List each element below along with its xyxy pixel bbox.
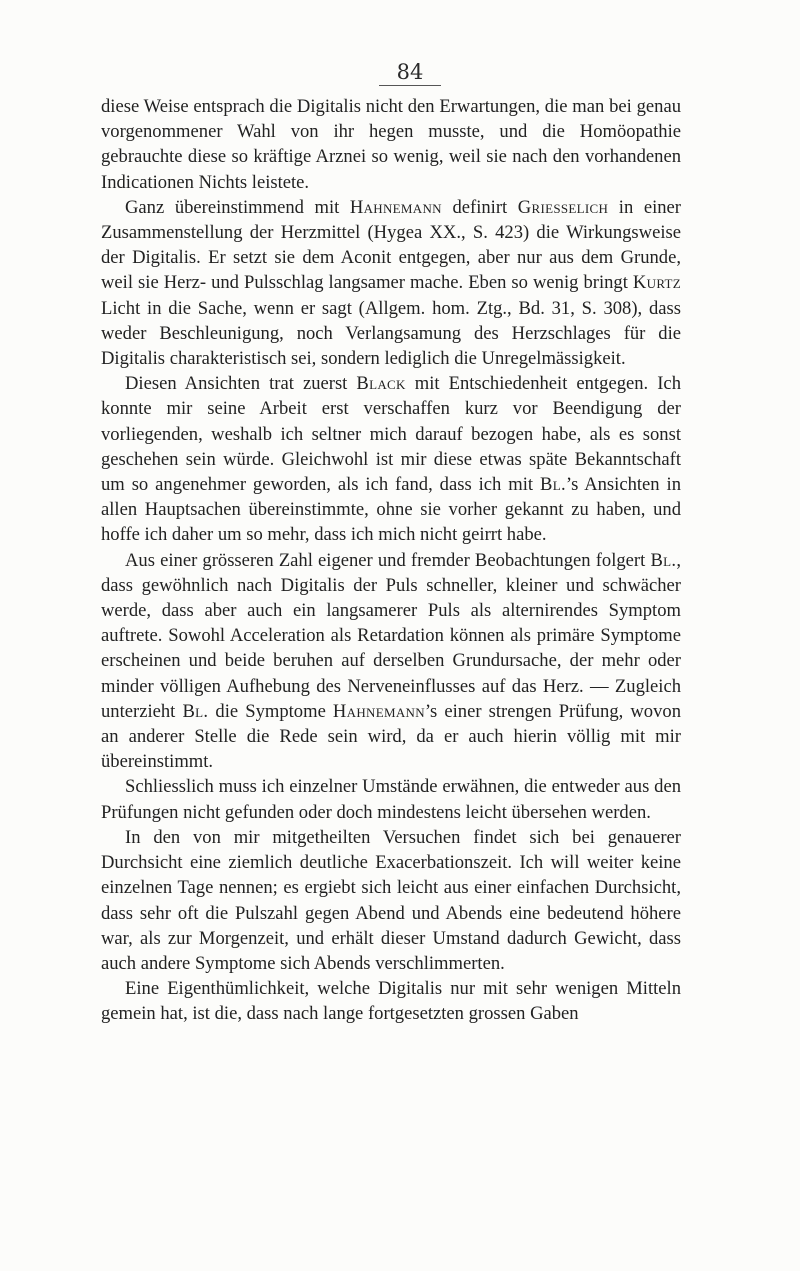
paragraph: [101, 371, 681, 547]
author-name: Hahnemann: [332, 700, 425, 722]
author-name: Kurtz: [632, 272, 681, 294]
paragraph: [101, 976, 681, 1026]
text-segment: ’s einer strengen Prüfung, wovon an anderer Stelle die Rede sein wird, da er auch hierin völlig mit mir übereinstimmt.: [101, 700, 681, 773]
text-segment: mit Entschiedenheit entgegen. Ich konnte mir seine Arbeit erst verschaffen kurz vor Beendigung der vorliegenden, weshalb ich seltner mich darauf bezogen habe, als es sonst geschehen sein würde. Gleichwohl ist mir diese etwas späte Bekanntschaft um so angenehmer geworden, als ich fand, dass ich mit: [101, 373, 681, 496]
text-segment: Ganz übereinstimmend mit: [125, 196, 350, 218]
author-name: Hahnemann: [349, 196, 442, 218]
text-segment: Licht in die Sache, wenn er sagt (Allgem. hom. Ztg., Bd. 31, S. 308), dass weder Beschleunigung, noch Verlangsamung des Herzschlages für die Digitalis charakteristisch sei, sondern lediglich die Unregelmässigkeit.: [101, 297, 681, 370]
author-name: Griesselich: [517, 196, 609, 218]
paragraph: [101, 774, 681, 824]
text-segment: die Symptome: [208, 700, 333, 722]
author-name: Bl.: [650, 549, 677, 571]
text-segment: Schliesslich muss ich einzelner Umstände erwähnen, die entweder aus den Prüfungen nicht gefunden oder doch mindestens leicht übersehen werden.: [101, 776, 681, 823]
body-text: [101, 94, 681, 1027]
text-segment: In den von mir mitgetheilten Versuchen findet sich bei genauerer Durchsicht eine ziemlich deutliche Exacerbationszeit. Ich will weiter keine einzelnen Tage nennen; es ergiebt sich leicht aus einer einfachen Durchsicht, dass sehr oft die Pulszahl gegen Abend und Abends eine bedeutend höhere war, als zur Morgenzeit, und erhält dieser Umstand dadurch Gewicht, dass auch andere Symptome sich Abends verschlimmerten.: [101, 826, 681, 974]
text-segment: diese Weise entsprach die Digitalis nicht den Erwartungen, die man bei genau vorgenommener Wahl von ihr hegen musste, und die Homöopathie gebrauchte diese so kräftige Arznei so wenig, weil sie nach den vorhandenen Indicationen Nichts leistete.: [101, 96, 681, 193]
text-segment: Aus einer grösseren Zahl eigener und fremder Beobachtungen folgert: [125, 549, 651, 571]
text-segment: definirt: [441, 196, 518, 218]
author-name: Bl.: [540, 474, 566, 496]
page-number-header: [0, 60, 800, 86]
paragraph: [101, 94, 681, 195]
text-segment: Diesen Ansichten trat zuerst: [125, 373, 357, 395]
text-segment: , dass gewöhnlich nach Digitalis der Puls schneller, kleiner und schwächer werde, dass aber auch ein langsamerer Puls als alternirendes Symptom auftrete. Sowohl Acceleration als Retardation können als primäre Symptome erscheinen und beide beruhen auf derselben Grundursache, der mehr oder minder völligen Aufhebung des Nerveneinflusses auf das Herz. — Zugleich unterzieht: [101, 549, 681, 722]
text-segment: ’s Ansichten in allen Hauptsachen übereinstimmte, ohne sie vorher gekannt zu haben, und hoffe ich daher um so mehr, dass ich mich nicht geirrt habe.: [101, 474, 681, 546]
page-number: 84: [379, 60, 442, 86]
paragraph: [101, 548, 681, 775]
text-segment: in einer Zusammenstellung der Herzmittel (Hygea XX., S. 423) die Wirkungsweise der Digitalis. Er setzt sie dem Aconit entgegen, aber nur aus dem Grunde, weil sie Herz- und Pulsschlag langsamer mache. Eben so wenig bringt: [101, 196, 681, 294]
text-segment: Eine Eigenthümlichkeit, welche Digitalis nur mit sehr wenigen Mitteln gemein hat, ist die, dass nach lange fortgesetzten grossen Gaben: [101, 978, 681, 1025]
paragraph: [101, 825, 681, 976]
paragraph: [101, 195, 681, 371]
author-name: Black: [356, 373, 406, 395]
author-name: Bl.: [182, 700, 209, 722]
